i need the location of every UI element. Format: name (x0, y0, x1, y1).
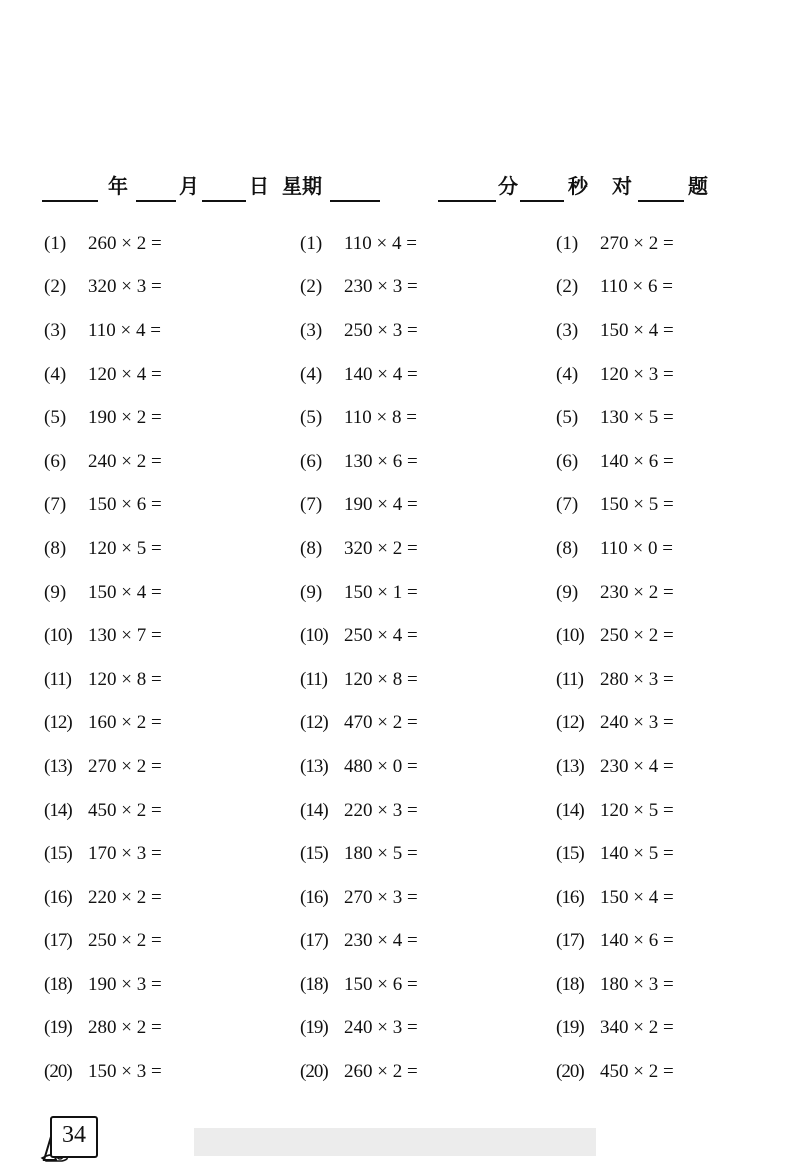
exercise-number: (13) (556, 755, 584, 777)
exercise-expression: 120 × 4 = (88, 363, 162, 385)
exercise-number: (9) (44, 581, 67, 603)
minute-label: 分 (498, 174, 518, 198)
exercise-expression: 140 × 4 = (344, 363, 418, 385)
exercise-expression: 250 × 3 = (344, 319, 418, 341)
exercise-expression: 230 × 2 = (600, 581, 674, 603)
exercise-number: (4) (300, 363, 323, 385)
exercise-row (44, 396, 274, 440)
exercise-expression: 480 × 0 = (344, 755, 418, 777)
exercise-number: (5) (556, 407, 579, 429)
exercise-row (44, 571, 274, 615)
exercise-row (44, 1007, 274, 1051)
exercise-number: (16) (44, 886, 72, 908)
exercise-expression: 270 × 3 = (344, 886, 418, 908)
exercise-row (556, 484, 786, 528)
exercise-expression: 140 × 6 = (600, 450, 674, 472)
exercise-expression: 220 × 2 = (88, 886, 162, 908)
exercise-row (300, 614, 530, 658)
exercise-expression: 150 × 4 = (600, 319, 674, 341)
exercise-number: (1) (44, 232, 67, 254)
exercise-row (556, 832, 786, 876)
exercise-row (556, 571, 786, 615)
exercise-number: (19) (44, 1017, 72, 1039)
exercise-row (556, 745, 786, 789)
exercise-expression: 190 × 4 = (344, 494, 418, 516)
exercise-expression: 120 × 5 = (600, 799, 674, 821)
exercise-expression: 120 × 3 = (600, 363, 674, 385)
year-label: 年 (108, 174, 128, 198)
weekday-blank[interactable] (330, 200, 380, 202)
exercise-row (556, 658, 786, 702)
month-blank[interactable] (136, 200, 176, 202)
exercise-row (44, 876, 274, 920)
exercise-expression: 140 × 6 = (600, 930, 674, 952)
exercise-number: (7) (300, 494, 323, 516)
exercise-row (556, 1007, 786, 1051)
exercise-number: (18) (300, 973, 328, 995)
exercise-row (556, 702, 786, 746)
exercise-number: (15) (556, 843, 584, 865)
exercise-number: (20) (44, 1061, 72, 1083)
exercise-row (300, 658, 530, 702)
exercise-expression: 150 × 6 = (344, 973, 418, 995)
exercise-row (44, 658, 274, 702)
exercise-number: (3) (556, 319, 579, 341)
exercise-row (300, 702, 530, 746)
exercise-row (556, 963, 786, 1007)
exercise-expression: 240 × 3 = (344, 1017, 418, 1039)
exercise-number: (19) (300, 1017, 328, 1039)
exercise-expression: 240 × 3 = (600, 712, 674, 734)
exercise-row (300, 527, 530, 571)
exercise-number: (14) (300, 799, 328, 821)
exercise-row (300, 876, 530, 920)
exercise-number: (1) (556, 232, 579, 254)
day-blank[interactable] (202, 200, 246, 202)
exercise-number: (1) (300, 232, 323, 254)
exercise-number: (20) (300, 1061, 328, 1083)
exercise-number: (12) (556, 712, 584, 734)
exercise-expression: 150 × 3 = (88, 1061, 162, 1083)
exercise-number: (9) (300, 581, 323, 603)
exercise-row (44, 527, 274, 571)
exercise-row (300, 266, 530, 310)
exercise-number: (3) (44, 319, 67, 341)
exercise-row (44, 222, 274, 266)
second-label: 秒 (568, 174, 588, 198)
exercise-number: (19) (556, 1017, 584, 1039)
exercise-number: (16) (300, 886, 328, 908)
exercise-expression: 250 × 2 = (88, 930, 162, 952)
exercise-expression: 270 × 2 = (600, 232, 674, 254)
exercise-expression: 450 × 2 = (600, 1061, 674, 1083)
exercise-expression: 110 × 6 = (600, 276, 673, 298)
exercise-row (300, 309, 530, 353)
exercise-expression: 110 × 0 = (600, 537, 673, 559)
exercise-row (556, 876, 786, 920)
exercise-expression: 120 × 8 = (88, 668, 162, 690)
exercise-expression: 190 × 2 = (88, 407, 162, 429)
exercise-expression: 140 × 5 = (600, 843, 674, 865)
exercise-expression: 150 × 4 = (88, 581, 162, 603)
exercise-expression: 230 × 3 = (344, 276, 418, 298)
exercise-row (556, 222, 786, 266)
exercise-expression: 120 × 5 = (88, 537, 162, 559)
worksheet-header (42, 172, 742, 208)
exercise-expression: 240 × 2 = (88, 450, 162, 472)
exercise-number: (9) (556, 581, 579, 603)
exercise-expression: 130 × 5 = (600, 407, 674, 429)
exercise-row (556, 396, 786, 440)
exercise-expression: 260 × 2 = (344, 1061, 418, 1083)
exercise-number: (8) (300, 537, 323, 559)
exercise-row (556, 309, 786, 353)
exercise-expression: 260 × 2 = (88, 232, 162, 254)
exercise-row (300, 963, 530, 1007)
exercise-row (556, 920, 786, 964)
exercise-number: (2) (556, 276, 579, 298)
correct-count-blank[interactable] (638, 200, 684, 202)
exercise-number: (8) (44, 537, 67, 559)
exercise-row (556, 527, 786, 571)
exercise-number: (6) (300, 450, 323, 472)
exercise-expression: 130 × 7 = (88, 625, 162, 647)
exercise-row (300, 396, 530, 440)
exercise-row (300, 353, 530, 397)
exercise-column-2 (300, 222, 530, 1094)
exercise-expression: 160 × 2 = (88, 712, 162, 734)
exercise-number: (13) (44, 755, 72, 777)
exercise-expression: 280 × 2 = (88, 1017, 162, 1039)
exercise-number: (20) (556, 1061, 584, 1083)
exercise-number: (2) (44, 276, 67, 298)
exercise-expression: 230 × 4 = (344, 930, 418, 952)
exercise-expression: 320 × 2 = (344, 537, 418, 559)
exercise-number: (4) (44, 363, 67, 385)
exercise-row (44, 266, 274, 310)
exercise-expression: 120 × 8 = (344, 668, 418, 690)
exercise-row (300, 571, 530, 615)
exercise-expression: 180 × 3 = (600, 973, 674, 995)
exercise-row (556, 789, 786, 833)
exercise-expression: 340 × 2 = (600, 1017, 674, 1039)
exercise-expression: 450 × 2 = (88, 799, 162, 821)
exercise-number: (11) (44, 668, 71, 690)
exercise-number: (15) (300, 843, 328, 865)
exercise-row (44, 702, 274, 746)
exercise-number: (3) (300, 319, 323, 341)
problems-label: 题 (688, 174, 708, 198)
exercise-expression: 180 × 5 = (344, 843, 418, 865)
exercise-row (300, 484, 530, 528)
weekday-label: 星期 (282, 174, 322, 198)
exercise-number: (5) (300, 407, 323, 429)
exercise-number: (14) (44, 799, 72, 821)
exercise-row (300, 920, 530, 964)
correct-label: 对 (612, 174, 632, 198)
exercise-row (300, 440, 530, 484)
exercise-number: (6) (44, 450, 67, 472)
exercise-number: (10) (556, 625, 584, 647)
exercise-number: (11) (300, 668, 327, 690)
exercise-row (44, 440, 274, 484)
exercise-row (300, 1007, 530, 1051)
exercise-row (44, 1050, 274, 1094)
exercise-number: (12) (300, 712, 328, 734)
footer-bar (194, 1128, 596, 1156)
exercise-row (556, 440, 786, 484)
exercise-number: (16) (556, 886, 584, 908)
exercise-number: (4) (556, 363, 579, 385)
exercise-expression: 150 × 4 = (600, 886, 674, 908)
exercise-column-1 (44, 222, 274, 1094)
exercise-number: (12) (44, 712, 72, 734)
exercise-number: (10) (300, 625, 328, 647)
page-number: 34 (62, 1122, 86, 1148)
exercise-row (300, 745, 530, 789)
exercise-expression: 110 × 8 = (344, 407, 417, 429)
exercise-row (300, 222, 530, 266)
exercise-number: (7) (556, 494, 579, 516)
exercise-expression: 280 × 3 = (600, 668, 674, 690)
exercise-row (44, 484, 274, 528)
exercise-expression: 270 × 2 = (88, 755, 162, 777)
exercise-row (44, 789, 274, 833)
exercise-row (44, 920, 274, 964)
exercise-number: (18) (556, 973, 584, 995)
exercise-expression: 110 × 4 = (88, 319, 161, 341)
second-blank[interactable] (520, 200, 564, 202)
exercise-row (300, 832, 530, 876)
exercise-expression: 190 × 3 = (88, 973, 162, 995)
exercise-number: (17) (44, 930, 72, 952)
exercise-row (556, 1050, 786, 1094)
exercise-row (556, 614, 786, 658)
exercise-expression: 230 × 4 = (600, 755, 674, 777)
exercise-number: (5) (44, 407, 67, 429)
year-blank[interactable] (42, 200, 98, 202)
exercise-expression: 470 × 2 = (344, 712, 418, 734)
exercise-number: (7) (44, 494, 67, 516)
exercise-number: (13) (300, 755, 328, 777)
exercise-number: (17) (556, 930, 584, 952)
exercise-row (44, 309, 274, 353)
exercise-row (44, 614, 274, 658)
exercise-row (44, 832, 274, 876)
exercise-number: (17) (300, 930, 328, 952)
exercise-expression: 250 × 4 = (344, 625, 418, 647)
exercise-number: (6) (556, 450, 579, 472)
exercise-expression: 170 × 3 = (88, 843, 162, 865)
exercise-row (556, 353, 786, 397)
exercise-expression: 220 × 3 = (344, 799, 418, 821)
exercise-number: (15) (44, 843, 72, 865)
exercise-number: (14) (556, 799, 584, 821)
minute-blank[interactable] (438, 200, 496, 202)
exercise-number: (11) (556, 668, 583, 690)
exercise-row (44, 353, 274, 397)
exercise-expression: 150 × 5 = (600, 494, 674, 516)
exercise-row (300, 1050, 530, 1094)
exercise-number: (2) (300, 276, 323, 298)
exercise-number: (10) (44, 625, 72, 647)
exercise-row (44, 745, 274, 789)
exercise-expression: 150 × 1 = (344, 581, 418, 603)
exercise-row (44, 963, 274, 1007)
day-label: 日 (249, 174, 269, 198)
exercise-row (556, 266, 786, 310)
month-label: 月 (179, 174, 199, 198)
exercise-expression: 110 × 4 = (344, 232, 417, 254)
exercise-column-3 (556, 222, 786, 1094)
page-number-badge (40, 1116, 96, 1160)
exercise-expression: 130 × 6 = (344, 450, 418, 472)
exercise-number: (18) (44, 973, 72, 995)
exercise-expression: 150 × 6 = (88, 494, 162, 516)
exercise-expression: 250 × 2 = (600, 625, 674, 647)
exercise-number: (8) (556, 537, 579, 559)
exercise-expression: 320 × 3 = (88, 276, 162, 298)
exercise-row (300, 789, 530, 833)
